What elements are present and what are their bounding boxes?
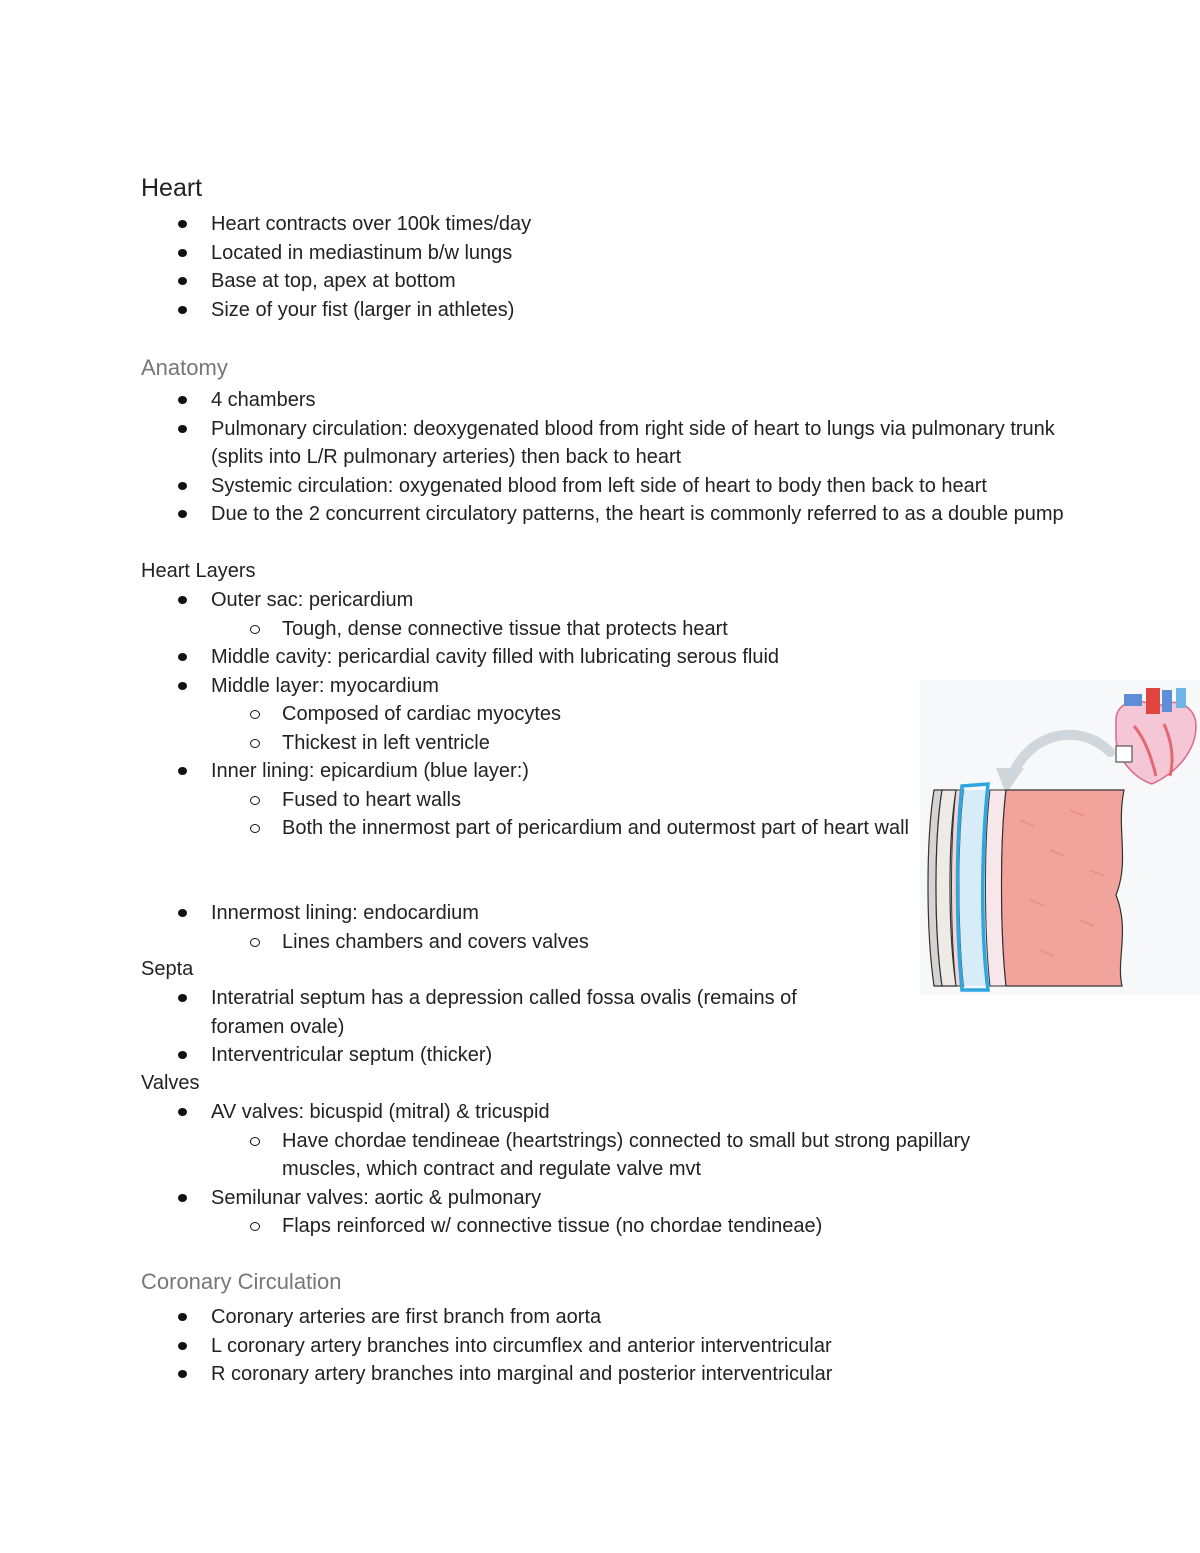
list-item: Interatrial septum has a depression called fossa ovalis (remains of foramen ovale) xyxy=(0,984,871,1041)
list-item: Heart contracts over 100k times/day xyxy=(0,210,1071,239)
bullet-icon xyxy=(178,1370,187,1378)
list-item: Innermost lining: endocardium xyxy=(0,899,1071,928)
septa-list xyxy=(0,984,1071,1070)
sub-list-item: Thickest in left ventricle xyxy=(0,729,1082,758)
sub-list-item: Have chordae tendineae (heartstrings) connected to small but strong papillary muscles, which contract and regulate valve mvt xyxy=(0,1127,1042,1184)
sub-list-item: Both the innermost part of pericardium and outermost part of heart wall xyxy=(0,814,922,843)
bullet-icon xyxy=(178,994,187,1002)
list-item: Semilunar valves: aortic & pulmonary xyxy=(0,1184,1071,1213)
hollow-bullet-icon xyxy=(250,1222,260,1231)
bullet-icon xyxy=(178,510,187,518)
list-item: Pulmonary circulation: deoxygenated blood from right side of heart to lungs via pulmonary trunk (splits into L/R pulmonary arteries) then back to heart xyxy=(0,415,1071,472)
list-item: R coronary artery branches into marginal and posterior interventricular xyxy=(0,1360,1071,1389)
sub-list-item: Composed of cardiac myocytes xyxy=(0,700,1082,729)
list-item: Middle cavity: pericardial cavity filled with lubricating serous fluid xyxy=(0,643,1071,672)
bullet-icon xyxy=(178,306,187,314)
hollow-bullet-icon xyxy=(250,796,260,805)
valves-list xyxy=(0,1098,1082,1241)
list-item: AV valves: bicuspid (mitral) & tricuspid xyxy=(0,1098,1071,1127)
bullet-icon xyxy=(178,249,187,257)
list-item: L coronary artery branches into circumflex and anterior interventricular xyxy=(0,1332,1071,1361)
list-item: Outer sac: pericardium xyxy=(0,586,1071,615)
sub-list-item: Lines chambers and covers valves xyxy=(0,928,1082,957)
coronary-list xyxy=(0,1303,1071,1389)
list-item: Base at top, apex at bottom xyxy=(0,267,1071,296)
list-item: Systemic circulation: oxygenated blood from left side of heart to body then back to heart xyxy=(0,472,1091,501)
bullet-icon xyxy=(178,682,187,690)
bullet-icon xyxy=(178,1313,187,1321)
list-item: Size of your fist (larger in athletes) xyxy=(0,296,1071,325)
sub-list-item: Fused to heart walls xyxy=(0,786,1082,815)
hollow-bullet-icon xyxy=(250,625,260,634)
list-item: Coronary arteries are first branch from aorta xyxy=(0,1303,1071,1332)
bullet-icon xyxy=(178,767,187,775)
heading-heart-layers: Heart Layers xyxy=(141,560,256,582)
list-item: Interventricular septum (thicker) xyxy=(0,1041,1071,1070)
heading-valves: Valves xyxy=(141,1072,200,1094)
bullet-icon xyxy=(178,396,187,404)
hollow-bullet-icon xyxy=(250,938,260,947)
heading-heart: Heart xyxy=(141,174,203,202)
hollow-bullet-icon xyxy=(250,824,260,833)
bullet-icon xyxy=(178,1342,187,1350)
heart-list xyxy=(0,210,1071,324)
hollow-bullet-icon xyxy=(250,739,260,748)
bullet-icon xyxy=(178,909,187,917)
bullet-icon xyxy=(178,220,187,228)
bullet-icon xyxy=(178,1194,187,1202)
sub-list-item: Tough, dense connective tissue that protects heart xyxy=(0,615,1082,644)
bullet-icon xyxy=(178,1108,187,1116)
bullet-icon xyxy=(178,653,187,661)
hollow-bullet-icon xyxy=(250,1137,260,1146)
list-item: Inner lining: epicardium (blue layer:) xyxy=(0,757,1071,786)
list-item: Middle layer: myocardium xyxy=(0,672,1071,701)
zoom-box xyxy=(1116,746,1132,762)
hollow-bullet-icon xyxy=(250,710,260,719)
sub-list-item: Flaps reinforced w/ connective tissue (no chordae tendineae) xyxy=(0,1212,1082,1241)
heading-septa: Septa xyxy=(141,958,194,980)
anatomy-list xyxy=(0,386,1091,529)
heading-anatomy: Anatomy xyxy=(141,355,228,380)
bullet-icon xyxy=(178,1051,187,1059)
list-item: 4 chambers xyxy=(0,386,1071,415)
bullet-icon xyxy=(178,596,187,604)
list-item: Due to the 2 concurrent circulatory patterns, the heart is commonly referred to as a double pump xyxy=(0,500,1071,529)
bullet-icon xyxy=(178,482,187,490)
bullet-icon xyxy=(178,277,187,285)
heading-coronary-circulation: Coronary Circulation xyxy=(141,1269,342,1294)
bullet-icon xyxy=(178,425,187,433)
list-item: Located in mediastinum b/w lungs xyxy=(0,239,1071,268)
heart-wall-cross-section xyxy=(928,784,1124,990)
heart-wall-illustration xyxy=(920,680,1200,995)
